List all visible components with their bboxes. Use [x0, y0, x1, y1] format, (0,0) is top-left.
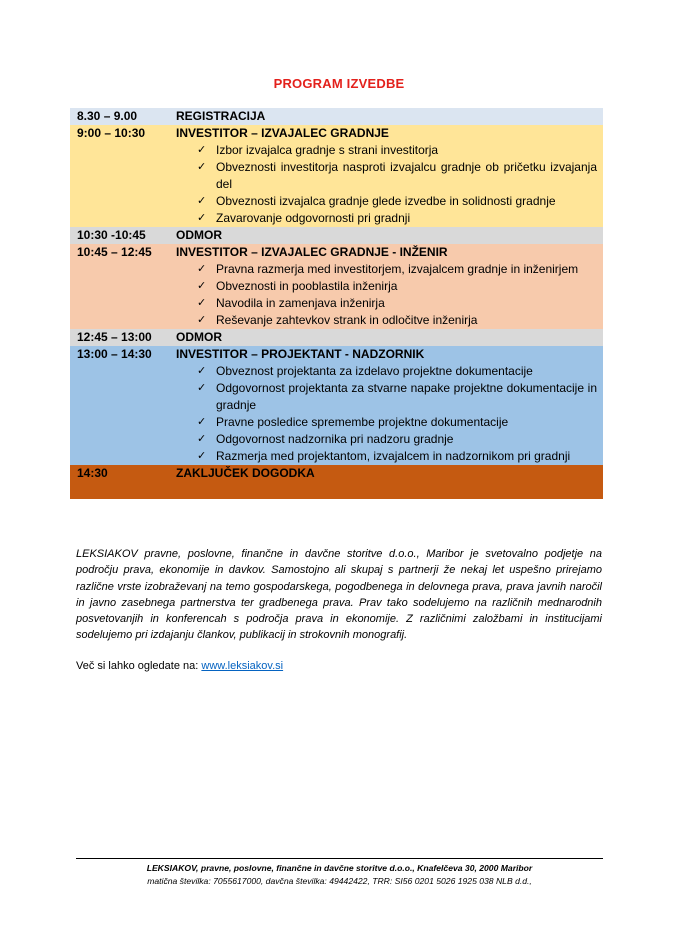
check-icon: ✓	[197, 263, 207, 275]
check-icon: ✓	[197, 280, 207, 292]
page-title: PROGRAM IZVEDBE	[273, 76, 405, 91]
website-link[interactable]: www.leksiakov.si	[201, 660, 284, 672]
schedule-row-registration	[70, 108, 603, 125]
topic-item: ✓ Pravne posledice spremembe projektne dokumentacije	[197, 415, 509, 429]
footer	[76, 862, 603, 888]
topic-item: ✓ Obveznosti in pooblastila inženirja	[197, 279, 398, 293]
schedule-row-break-1	[70, 227, 603, 244]
row-time: 10:30 -10:45	[77, 228, 146, 242]
row-time: 12:45 – 13:00	[77, 330, 152, 344]
topic-item: ✓ Obveznosti izvajalca gradnje glede izvedbe in solidnosti gradnje	[197, 194, 556, 208]
footer-company-line: LEKSIAKOV, pravne, poslovne, finančne in davčne storitve d.o.o., Knafelčeva 30, 2000 Maribor	[146, 863, 533, 873]
topic-item: ✓ Pravna razmerja med investitorjem, izvajalcem gradnje in inženirjem	[197, 262, 579, 276]
row-heading: REGISTRACIJA	[176, 109, 266, 123]
check-icon: ✓	[197, 297, 207, 309]
topic-item: ✓ Izbor izvajalca gradnje s strani investitorja	[197, 143, 439, 157]
topic-item: ✓ Navodila in zamenjava inženirja	[197, 296, 385, 310]
topic-item: ✓ Odgovornost projektanta za stvarne napake projektne dokumentacije in gradnje	[197, 381, 597, 412]
topic-item: ✓ Razmerja med projektantom, izvajalcem in nadzornikom pri gradnji	[197, 449, 571, 463]
row-heading: ZAKLJUČEK DOGODKA	[176, 466, 315, 480]
check-icon: ✓	[197, 144, 207, 156]
topic-item: ✓ Odgovornost nadzornika pri nadzoru gradnje	[197, 432, 454, 446]
topic-item: ✓ Obveznosti investitorja nasproti izvajalcu gradnje ob pričetku izvajanja del	[197, 160, 597, 191]
row-time: 9:00 – 10:30	[77, 126, 146, 140]
row-heading: ODMOR	[176, 330, 222, 344]
check-icon: ✓	[197, 314, 207, 326]
footer-registration-line: matična številka: 7055617000, davčna številka: 49442422, TRR: SI56 0201 5026 1925 038 NLB d.d.,	[147, 876, 532, 886]
check-icon: ✓	[197, 212, 207, 224]
schedule-row-session-2	[70, 244, 603, 329]
check-icon: ✓	[197, 382, 207, 394]
more-info-label: Več si lahko ogledate na:	[76, 660, 199, 672]
footer-divider	[76, 858, 603, 859]
row-time: 13:00 – 14:30	[77, 347, 152, 361]
check-icon: ✓	[197, 433, 207, 445]
check-icon: ✓	[197, 161, 207, 173]
topic-item: ✓ Reševanje zahtevkov strank in odločitve inženirja	[197, 313, 478, 327]
row-heading: ODMOR	[176, 228, 222, 242]
topic-item: ✓ Obveznost projektanta za izdelavo projektne dokumentacije	[197, 364, 533, 378]
topic-list	[70, 142, 603, 227]
topic-list	[70, 363, 603, 465]
row-time: 14:30	[77, 466, 108, 480]
topic-item: ✓ Zavarovanje odgovornosti pri gradnji	[197, 211, 411, 225]
company-description: LEKSIAKOV pravne, poslovne, finančne in davčne storitve d.o.o., Maribor je svetovalno podjetje na področju prava, ekonomije in davkov. Samostojno ali skupaj s partnerji že nekaj let uspešno prirejamo različne vrste izobraževanj na temo gospodarskega, pogodbenega in delovnega prava, prava javnih naročil in javno zasebnega partnerstva ter gradbenega prava. Prav tako sodelujemo na različnih mednarodnih posvetovanjih in konferencah s področja prava in ekonomije. Z različnimi založbami in institucijami sodelujemo pri izdajanju člankov, publikacij in strokovnih monografij.	[76, 548, 602, 642]
schedule-row-session-1	[70, 125, 603, 227]
schedule-table	[70, 108, 603, 499]
row-heading: INVESTITOR – PROJEKTANT - NADZORNIK	[176, 347, 425, 361]
more-info	[76, 660, 283, 672]
schedule-row-break-2	[70, 329, 603, 346]
row-time: 10:45 – 12:45	[77, 245, 152, 259]
check-icon: ✓	[197, 195, 207, 207]
row-heading: INVESTITOR – IZVAJALEC GRADNJE - INŽENIR	[176, 245, 448, 259]
topic-list	[70, 261, 603, 329]
schedule-row-session-3	[70, 346, 603, 465]
check-icon: ✓	[197, 365, 207, 377]
check-icon: ✓	[197, 450, 207, 462]
row-time: 8.30 – 9.00	[77, 109, 138, 123]
row-heading: INVESTITOR – IZVAJALEC GRADNJE	[176, 126, 389, 140]
check-icon: ✓	[197, 416, 207, 428]
schedule-row-closing	[70, 465, 603, 499]
